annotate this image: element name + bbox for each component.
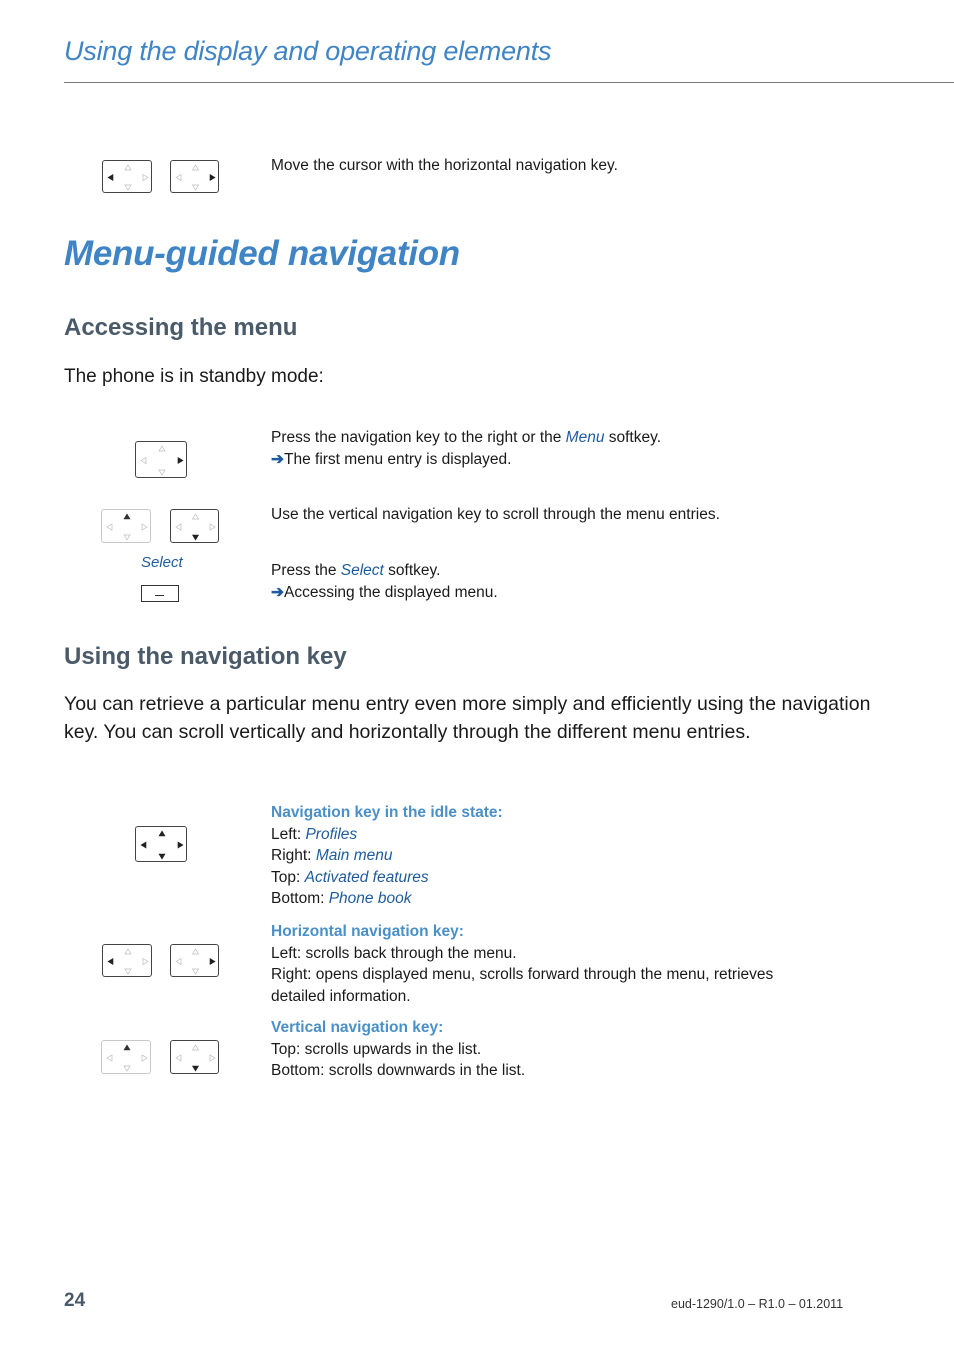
arrow-l-icon bbox=[176, 1055, 181, 1061]
nav-key-glyph bbox=[102, 1041, 152, 1075]
arrow-d-icon bbox=[124, 535, 130, 540]
arrow-r-icon bbox=[210, 175, 215, 181]
step-press-menu: Press the navigation key to the right or the Menu softkey. ➔The first menu entry is displayed. bbox=[271, 429, 662, 468]
arrow-d-icon bbox=[193, 185, 199, 190]
arrow-u-icon bbox=[159, 831, 165, 836]
section-heading-navigation-key: Using the navigation key bbox=[64, 643, 347, 670]
nav-key-glyph bbox=[103, 161, 153, 194]
arrow-u-icon bbox=[193, 514, 199, 519]
arrow-d-icon bbox=[193, 535, 199, 540]
nav-key-right-icon bbox=[170, 944, 219, 977]
arrow-l-icon bbox=[141, 458, 146, 464]
arrow-u-icon bbox=[193, 1045, 199, 1050]
vertical-key-title: Vertical navigation key: bbox=[271, 1019, 444, 1036]
arrow-r-icon bbox=[210, 959, 215, 965]
navigation-key-paragraph: You can retrieve a particular menu entry even more simply and efficiently using the navigation key. You can scroll vertically and horizontally through the different menu entries. bbox=[64, 693, 871, 743]
arrow-u-icon bbox=[193, 165, 199, 170]
nav-key-glyph bbox=[171, 161, 220, 194]
idle-line-bottom: Bottom: Phone book bbox=[271, 890, 412, 907]
step-press-select: Press the Select softkey. ➔Accessing the displayed menu. bbox=[271, 562, 498, 601]
idle-line-top: Top: Activated features bbox=[271, 868, 429, 886]
softkey-select-label: Select bbox=[141, 554, 183, 571]
arrow-r-icon bbox=[178, 458, 183, 464]
arrow-r-icon bbox=[143, 959, 148, 965]
nav-key-up-icon bbox=[101, 509, 151, 543]
nav-key-all-directions-icon bbox=[135, 826, 187, 862]
arrow-u-icon bbox=[124, 1045, 130, 1050]
arrow-d-icon bbox=[125, 969, 131, 974]
softkey-icon bbox=[141, 585, 179, 602]
arrow-u-icon bbox=[159, 446, 165, 451]
arrow-d-icon bbox=[125, 185, 131, 190]
arrow-r-icon bbox=[210, 1055, 215, 1061]
nav-key-down-icon bbox=[170, 509, 219, 543]
idle-state-title: Navigation key in the idle state: bbox=[271, 804, 503, 821]
step-vertical-scroll: Use the vertical navigation key to scroll through the menu entries. bbox=[271, 506, 720, 523]
nav-key-glyph bbox=[171, 1041, 220, 1075]
arrow-d-icon bbox=[159, 854, 165, 859]
nav-key-glyph bbox=[136, 827, 188, 863]
arrow-r-icon bbox=[142, 524, 147, 530]
arrow-l-icon bbox=[107, 524, 112, 530]
result-arrow-icon: ➔ bbox=[271, 450, 284, 468]
arrow-d-icon bbox=[124, 1066, 130, 1071]
arrow-u-icon bbox=[125, 949, 131, 954]
arrow-r-icon bbox=[142, 1055, 147, 1061]
arrow-r-icon bbox=[143, 175, 148, 181]
nav-key-glyph bbox=[136, 442, 188, 479]
nav-key-right-icon bbox=[135, 441, 187, 478]
arrow-l-icon bbox=[107, 1055, 112, 1061]
arrow-r-icon bbox=[178, 842, 183, 848]
nav-key-glyph bbox=[171, 945, 220, 978]
arrow-r-icon bbox=[210, 524, 215, 530]
arrow-l-icon bbox=[176, 175, 181, 181]
arrow-l-icon bbox=[108, 175, 113, 181]
nav-key-up-icon bbox=[101, 1040, 151, 1074]
nav-key-glyph bbox=[171, 510, 220, 544]
nav-key-glyph bbox=[103, 945, 153, 978]
arrow-u-icon bbox=[125, 165, 131, 170]
horizontal-key-block: Horizontal navigation key: Left: scrolls back through the menu. Right: opens displayed menu, scrolls forward through the menu, retrieves detailed information. bbox=[271, 923, 774, 1005]
header-divider bbox=[64, 82, 954, 83]
arrow-l-icon bbox=[176, 524, 181, 530]
standby-lead-text: The phone is in standby mode: bbox=[64, 366, 324, 387]
arrow-d-icon bbox=[193, 969, 199, 974]
nav-key-down-icon bbox=[170, 1040, 219, 1074]
idle-state-block bbox=[271, 802, 503, 910]
nav-key-right-icon bbox=[170, 160, 219, 193]
vertical-key-block: Vertical navigation key: Top: scrolls upwards in the list. Bottom: scrolls downwards in the list. bbox=[271, 1019, 526, 1079]
arrow-d-icon bbox=[159, 470, 165, 475]
arrow-l-icon bbox=[141, 842, 146, 848]
document-id: eud-1290/1.0 – R1.0 – 01.2011 bbox=[671, 1297, 844, 1311]
header-title: Using the display and operating elements bbox=[64, 36, 552, 66]
idle-line-right: Right: Main menu bbox=[271, 847, 393, 864]
intro-step-text: Move the cursor with the horizontal navigation key. bbox=[271, 157, 618, 174]
page-title: Menu-guided navigation bbox=[64, 234, 460, 273]
arrow-u-icon bbox=[124, 514, 130, 519]
arrow-l-icon bbox=[108, 959, 113, 965]
page-number: 24 bbox=[64, 1290, 86, 1311]
section-heading-accessing-menu: Accessing the menu bbox=[64, 314, 298, 341]
arrow-u-icon bbox=[193, 949, 199, 954]
nav-key-left-icon bbox=[102, 944, 152, 977]
nav-key-glyph bbox=[102, 510, 152, 544]
result-arrow-icon: ➔ bbox=[271, 583, 284, 601]
arrow-l-icon bbox=[176, 959, 181, 965]
arrow-d-icon bbox=[193, 1066, 199, 1071]
nav-key-left-icon bbox=[102, 160, 152, 193]
idle-line-left: Left: Profiles bbox=[271, 825, 358, 843]
horizontal-key-title: Horizontal navigation key: bbox=[271, 923, 464, 940]
softkey-bar bbox=[155, 595, 164, 596]
